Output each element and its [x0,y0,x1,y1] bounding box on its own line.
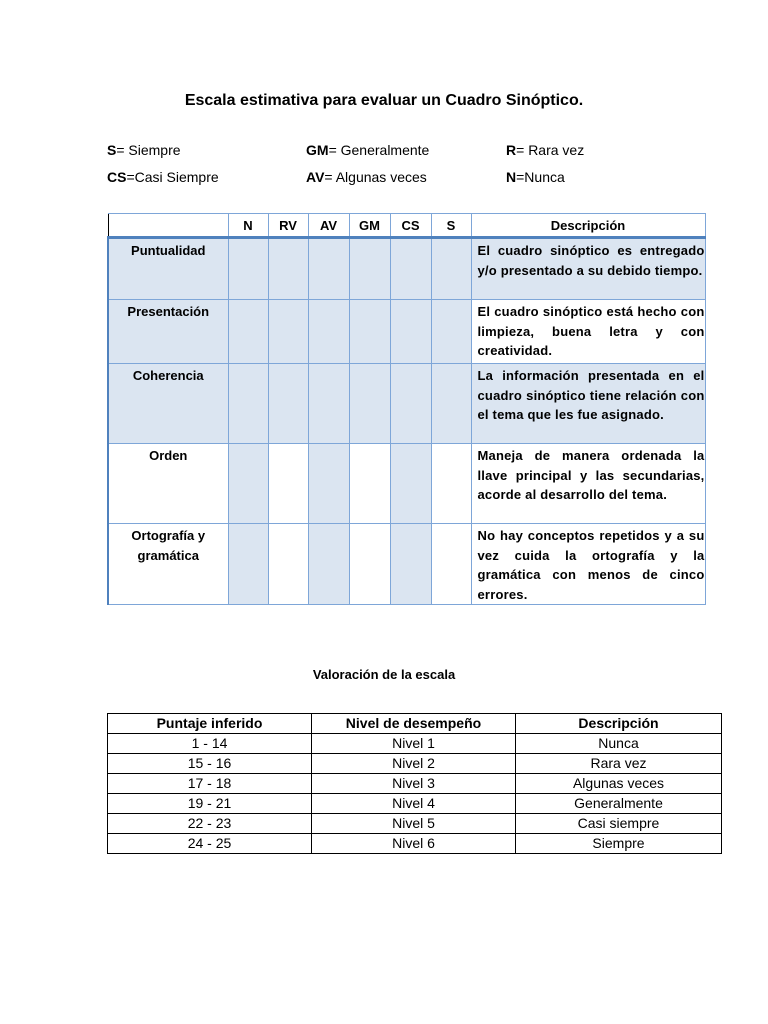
scale-row [108,834,722,854]
mark-cell-gm[interactable] [349,300,390,364]
rubric-header-s: S [431,214,471,238]
criterion-cell: Ortografía y gramática [108,524,228,605]
scale-table [107,713,722,854]
mark-cell-n[interactable] [228,524,268,605]
mark-cell-cs[interactable] [390,300,431,364]
mark-cell-cs[interactable] [390,364,431,444]
mark-cell-av[interactable] [308,364,349,444]
mark-cell-s[interactable] [431,238,471,300]
description-cell: No hay conceptos repetidos y a su vez cuida la ortografía y la gramática con menos de cinco errores. [471,524,705,605]
scale-row [108,794,722,814]
criterion-cell: Presentación [108,300,228,364]
mark-cell-gm[interactable] [349,444,390,524]
mark-cell-av[interactable] [308,524,349,605]
level-cell: Nivel 1 [312,734,516,754]
level-description-cell: Rara vez [516,754,722,774]
score-cell: 1 - 14 [108,734,312,754]
rubric-row [108,300,705,364]
score-cell: 17 - 18 [108,774,312,794]
criterion-cell: Puntualidad [108,238,228,300]
legend-r: R= Rara vez [506,142,585,158]
scale-header-nivel: Nivel de desempeño [312,714,516,734]
mark-cell-av[interactable] [308,444,349,524]
mark-cell-rv[interactable] [268,444,308,524]
legend-gm: GM= Generalmente [306,142,430,158]
scale-row [108,734,722,754]
mark-cell-gm[interactable] [349,364,390,444]
rubric-header-gm: GM [349,214,390,238]
rubric-header-rv: RV [268,214,308,238]
description-cell: Maneja de manera ordenada la llave principal y las secundarias, acorde al desarrollo del tema. [471,444,705,524]
score-cell: 22 - 23 [108,814,312,834]
mark-cell-cs[interactable] [390,524,431,605]
rubric-row [108,238,705,300]
scale-row [108,754,722,774]
score-cell: 15 - 16 [108,754,312,774]
rubric-header-av: AV [308,214,349,238]
mark-cell-rv[interactable] [268,364,308,444]
mark-cell-s[interactable] [431,444,471,524]
legend-n: N=Nunca [506,169,565,185]
mark-cell-n[interactable] [228,238,268,300]
level-description-cell: Generalmente [516,794,722,814]
scale-row [108,814,722,834]
mark-cell-rv[interactable] [268,238,308,300]
description-cell: La información presentada en el cuadro sinóptico tiene relación con el tema que les fue asignado. [471,364,705,444]
scale-row [108,774,722,794]
score-cell: 24 - 25 [108,834,312,854]
level-description-cell: Nunca [516,734,722,754]
rubric-row [108,364,705,444]
mark-cell-s[interactable] [431,524,471,605]
level-cell: Nivel 4 [312,794,516,814]
rubric-header-row [108,214,705,238]
mark-cell-cs[interactable] [390,444,431,524]
legend-s: S= Siempre [107,142,181,158]
rubric-header-n: N [228,214,268,238]
level-cell: Nivel 6 [312,834,516,854]
scale-header-descripcion: Descripción [516,714,722,734]
mark-cell-rv[interactable] [268,524,308,605]
rubric-header-blank [108,214,228,238]
rubric-header-cs: CS [390,214,431,238]
criterion-cell: Coherencia [108,364,228,444]
mark-cell-n[interactable] [228,444,268,524]
score-cell: 19 - 21 [108,794,312,814]
rubric-row [108,444,705,524]
rubric-header-descripcion: Descripción [471,214,705,238]
mark-cell-av[interactable] [308,300,349,364]
rubric-table [107,213,706,605]
scale-header-row [108,714,722,734]
level-cell: Nivel 3 [312,774,516,794]
level-description-cell: Siempre [516,834,722,854]
scale-title: Valoración de la escala [312,667,456,682]
level-description-cell: Algunas veces [516,774,722,794]
criterion-cell: Orden [108,444,228,524]
mark-cell-rv[interactable] [268,300,308,364]
mark-cell-s[interactable] [431,300,471,364]
mark-cell-s[interactable] [431,364,471,444]
description-cell: El cuadro sinóptico es entregado y/o presentado a su debido tiempo. [471,238,705,300]
level-description-cell: Casi siempre [516,814,722,834]
description-cell: El cuadro sinóptico está hecho con limpieza, buena letra y con creatividad. [471,300,705,364]
legend-av: AV= Algunas veces [306,169,427,185]
rubric-row [108,524,705,605]
page-title: Escala estimativa para evaluar un Cuadro Sinóptico. [184,92,584,109]
scale-header-puntaje: Puntaje inferido [108,714,312,734]
mark-cell-gm[interactable] [349,238,390,300]
mark-cell-cs[interactable] [390,238,431,300]
mark-cell-n[interactable] [228,364,268,444]
mark-cell-gm[interactable] [349,524,390,605]
level-cell: Nivel 2 [312,754,516,774]
mark-cell-n[interactable] [228,300,268,364]
legend-cs: CS=Casi Siempre [107,169,219,185]
mark-cell-av[interactable] [308,238,349,300]
level-cell: Nivel 5 [312,814,516,834]
